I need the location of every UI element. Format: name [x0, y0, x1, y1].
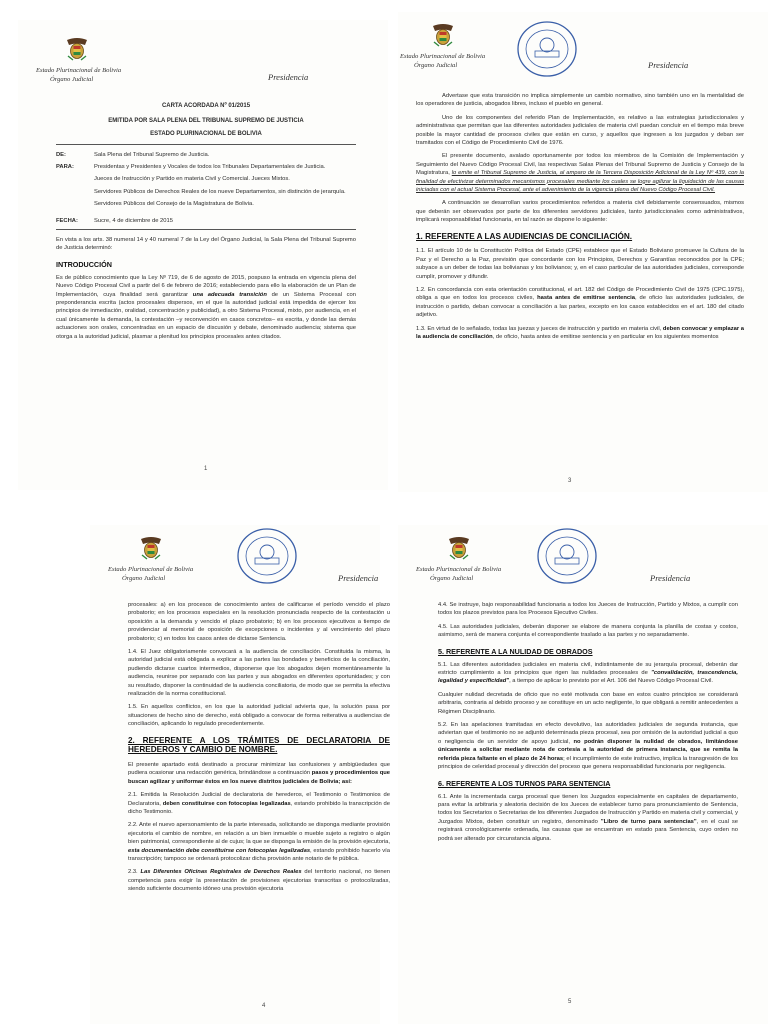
fecha-row — [56, 217, 356, 225]
text-run: El presente apartado está destinado a procurar minimizar las confusiones y ambigüedades que pudiera ocasionar una redacción genérica, brindándose a continuación — [128, 761, 390, 777]
clause-6-1 — [438, 793, 738, 843]
page-number: 4 — [262, 1003, 266, 1009]
fecha-value: Sucre, 4 de diciembre de 2015 — [94, 217, 173, 224]
text-run: , en el cual se registrará cronológicamente ordenada, las causas que se encuentran en estado para Sentencia, cuyo orden no podrá ser alterado por circunstancia alguna. — [438, 818, 739, 842]
org-line-2: Órgano Judicial — [122, 575, 166, 582]
paragraph: Uno de los componentes del referido Plan de Implementación, es relativo a las estrategias jurisdiccionales y administrativas que permitan que las diferentes autoridades judiciales de materia civil puedan concluir en el tiempo más breve posible la mayor cantidad de procesos civiles que están en curso, y aquellos que ingresen a los juzgados y deban ser tramitados con el Código de Procedimiento Civil de 1976. — [416, 114, 744, 147]
coat-of-arms-icon — [138, 535, 164, 561]
clause-1-2 — [416, 286, 744, 320]
text-run: Es de público conocimiento que la Ley Nº 719, de 6 de agosto de 2015, pospuso la entrada en vigencia plena del Nuevo Código Procesal Civil a partir del 6 de febrero de 2016; estableciendo para ello la elaboración de un Plan de Implementación, cuya finalidad será garantizar — [56, 274, 356, 298]
coat-of-arms-icon — [430, 22, 456, 48]
intro-paragraph: En vista a los arts. 38 numeral 14 y 40 numeral 7 de la Ley del Órgano Judicial, la Sala Plena del Tribunal Supremo de Justicia determinó: — [56, 236, 356, 252]
de-label: DE: — [56, 151, 66, 158]
section-heading-1: 1. REFERENTE A LAS AUDIENCIAS DE CONCILIACIÓN. — [416, 231, 633, 241]
org-line-2: Órgano Judicial — [430, 575, 474, 582]
document-title: CARTA ACORDADA Nº 01/2015 — [161, 103, 251, 109]
presidencia-label: Presidencia — [338, 573, 379, 583]
clause-5-2 — [438, 721, 738, 771]
text-run-bold: "convalidación, trascendencia, legalidad y especificidad" — [438, 670, 738, 685]
clause-2-3 — [128, 868, 390, 893]
document-subtitle-2: ESTADO PLURINACIONAL DE BOLIVIA — [150, 131, 262, 137]
text-run: 2.3. — [128, 869, 141, 876]
text-run: 1.2. En concordancia con esta orientación constitucional, el art. 182 del Código de Procedimiento Civil de 1975 (CPC.1975), obliga a que en todos los procesos civiles, — [416, 286, 744, 302]
paragraph — [128, 761, 390, 786]
clause-2-2 — [128, 821, 390, 863]
text-run: de un Sistema Procesal con preponderancia escrita (actos procesales dispersos, en el que la autoridad judicial está impedida de ejercer los principios de inmediación, oralidad, concentración y publicidad), a otro Sistema Procesal, mixto, por audiencia, en el cual únicamente la demanda, la contestación –y reconvención en casos concretos– es escrita, y donde las demás actuaciones son orales, concentradas en un espacio de discusión y debate, denominado audiencia; sistema que otorga a la autoridad judicial, plasmar a plenitud los principios procesales antes citados. — [56, 291, 357, 340]
clause-1-3 — [416, 325, 744, 342]
de-row — [56, 151, 356, 159]
text-run: 5.1. Las diferentes autoridades judiciales en materia civil, indistintamente de su jerarquía procesal, deberán dar estricto cumplimiento a los principios que rigen las nulidades procesales de — [438, 661, 738, 677]
clause-1-4: 1.4. El Juez obligatoriamente convocará a la audiencia de conciliación. Constituida la misma, la autoridad judicial está obligada a explicar a las partes las bondades y beneficios de la conciliación, pudiendo dictarse cuartos intermedios, disponerse que los abogados dejen momentáneamente la audiencia, reunirse por separado con las partes y sus abogados en diferentes oportunidades; y con su resultado, disponer la continuidad de la audiencia conciliatoria, de modo que se permita la efectiva realización de la norma constitucional. — [128, 649, 390, 698]
document-page-5 — [398, 525, 768, 1024]
de-value: Sala Plena del Tribunal Supremo de Justicia. — [94, 151, 210, 158]
page-4-body — [128, 601, 390, 899]
text-run: 2.1. Emitida la Resolución Judicial de declaratoria de herederos, el Testimonio o Testimonios de Declaratoria, — [128, 792, 390, 807]
clause-5-1 — [438, 661, 738, 686]
document-subtitle-1: EMITIDA POR SALA PLENA DEL TRIBUNAL SUPREMO DE JUSTICIA — [108, 117, 304, 124]
coat-of-arms-icon — [446, 535, 472, 561]
text-run-bold: pasos y procedimientos que buscan agilizar y uniformar éstos en los nueve distritos judiciales de Bolivia; así: — [128, 770, 391, 785]
org-line-1: Estado Plurinacional de Bolivia — [36, 67, 122, 74]
presidencia-label: Presidencia — [268, 72, 309, 82]
divider — [56, 144, 356, 145]
paragraph: A continuación se desarrollan varios procedimientos referidos a materia civil debidamente consensuados, mismos que deberán ser observados por parte de los diferentes servidores judiciales, tanto jurisdiccionales como administrativos, implicará responsabilidad funcionaria, en tal razón se dispone lo siguiente: — [416, 200, 744, 224]
divider — [56, 229, 356, 230]
text-run-bold: deben constituirse con fotocopias legalizadas — [162, 800, 291, 807]
text-run-emphasis: una adecuada transición — [192, 291, 267, 298]
text-run-underlined: lo emite el Tribunal Supremo de Justicia, al amparo de la Tercera Disposición Adicional de la Ley Nº 439, con la finalidad de efectivizar determinados mecanismos procesales mediante los cuales se logre agilizar la liquidación de las causas iniciadas con el actual Sistema Procesal, ante el advenimiento de la vigencia plena del Nuevo Código Procesal Civil. — [416, 170, 744, 194]
text-run: , a tiempo de aplicar lo previsto por el Art. 106 del Nuevo Código Procesal Civil. — [509, 678, 714, 685]
text-run-bold: "Libro de turno para sentencias" — [600, 818, 697, 825]
text-run: , de oficio las autoridades judiciales, de instrucción o partido, deban convocar a conciliación a las partes, excepto en los casos establecidos en el art. 180 del citado adjetivo. — [416, 295, 744, 319]
page-1-body — [56, 102, 356, 346]
text-run: 2.2. Ante el nuevo apersonamiento de la parte interesada, solicitando se disponga mediante provisión ejecutoria el cambio de nombre, en relación a un bien inmueble o mueble sujeto a registro o algún bien patrimonial, correspondiente al de cujus; la que se disponga la emisión de la provisión ejecutoria, — [128, 822, 390, 846]
text-run: ; el incumplimiento de este instructivo, implica la transgresión de los principios de celeridad procesal y dirección del proceso que genera responsabilidad funcionaria por negligencia. — [438, 755, 738, 771]
text-run: 5.2. En las apelaciones tramitadas en efecto devolutivo, las autoridades judiciales de segunda instancia, que adviertan que el testimonio no se adjuntó determinada pieza procesal, sea por omisión de la autoridad judicial a quo o negligencia de un servidor de apoyo judicial, — [438, 722, 738, 745]
presidencia-label: Presidencia — [648, 60, 689, 70]
text-run: , estando prohibido hacerlo vía transcripción; tampoco se ordenará protocolizar dicha provisión ante notario de fe pública. — [128, 847, 390, 862]
official-seal-stamp — [236, 527, 298, 585]
para-label: PARA: — [56, 163, 74, 170]
page-number: 5 — [568, 999, 572, 1005]
clause-1-5: 1.5. En aquellos conflictos, en los que la autoridad judicial advierta que, la solución pasa por situaciones de hecho sino de derecho, está obligado a convocar de forma reiterativa a audiencias de conciliación, aplicando lo regulado precedentemente. — [128, 704, 390, 728]
section-heading-6: 6. REFERENTE A LOS TURNOS PARA SENTENCIA — [438, 778, 611, 788]
text-run-bold: deben convocar y emplazar a la audiencia de conciliación — [416, 325, 745, 340]
para-recipient: Servidores Públicos del Consejo de la Magistratura de Bolivia. — [94, 201, 254, 208]
org-line-1: Estado Plurinacional de Bolivia — [108, 566, 194, 573]
presidencia-label: Presidencia — [650, 573, 691, 583]
coat-of-arms-icon — [64, 36, 90, 62]
para-recipient: Jueces de Instrucción y Partido en materia Civil y Comercial. Jueces Mixtos. — [94, 176, 290, 183]
fecha-label: FECHA: — [56, 217, 78, 224]
official-seal-stamp — [536, 527, 598, 585]
page-number: 3 — [568, 478, 572, 484]
document-page-4 — [90, 525, 391, 1024]
text-run: , estando prohibido la transcripción de dicho Testimonio. — [128, 800, 390, 815]
intro-text — [56, 274, 356, 341]
official-seal-stamp — [516, 20, 578, 78]
clause-4-5: 4.5. Las autoridades judiciales, deberán disponer se elabore de manera conjunta la planilla de costas y costos, asimismo, será de manera conjunta el correspondiente traslado a las partes y no separadamente. — [438, 623, 738, 639]
para-recipient: Presidentas y Presidentes y Vocales de todos los Tribunales Departamentales de Justicia. — [94, 163, 326, 170]
document-page-1 — [18, 20, 388, 490]
page-3-body — [416, 92, 744, 346]
organization-name — [108, 565, 193, 583]
text-run-bold: esta documentación debe constituirse con fotocopias legalizadas — [128, 847, 311, 854]
para-values — [94, 163, 346, 213]
text-run: El presente documento, avalado oportunamente por todos los miembros de la Comisión de Implementación y Seguimiento del Nuevo Código Procesal Civil, las respectivas Salas Plenas del Tribunal Supremo de Justicia y Consejo de la Magistratura, — [416, 153, 744, 177]
section-heading-2: 2. REFERENTE A LOS TRÁMITES DE DECLARATORIA DE HEREDEROS Y CAMBIO DE NOMBRE. — [128, 735, 390, 755]
document-page-3 — [398, 12, 768, 492]
organization-name — [400, 52, 485, 70]
paragraph — [416, 152, 744, 194]
clause-4-4: 4.4. Se instruye, bajo responsabilidad funcionaria a todos los Jueces de Instrucción, Partido y Mixtos, a cumplir con todos los plazos previstos para los Procesos Ejecutivo Civiles. — [438, 602, 738, 617]
page-number: 1 — [204, 466, 208, 472]
paragraph: procesales: a) en los procesos de conocimiento antes de calificarse el período vencido el plazo probatorio; en los procesos especiales en la resolución pronunciada respecto de la contestación u oposición a la demanda y vencido el plazo probatorio; b) en los procesos ejecutivos a tiempo de providenciar al memorial de oposición de excepciones o incidentes y al vencimiento del plazo probatorio; c) en todos los casos antes de dictarse Sentencia. — [128, 602, 390, 642]
text-run: del territorio nacional, no tienen competencia para exigir la presentación de provisiones ejecutorias transcritas o protocolizadas, siendo suficiente documento idóneo una provisión ejecutoria — [128, 869, 391, 893]
clause-2-1 — [128, 791, 390, 816]
text-run: 6.1. Ante la incrementada carga procesal que tienen los Juzgados especialmente en capitales de departamento, para evitar la arbitraria y aleatoria decisión de los Jueces de establecer turno para pronunciamiento de Sentencia, todos los Secretarios o Secretarias de los diferentes Juzgados de Instrucción y Partido en materia civil y comercial, y Juzgados Mixtos, deben constituir un registro, denominado — [438, 793, 738, 825]
text-run-bold: no podrán disponer la nulidad de obrados, limitándose únicamente a solicitar mediante nota de cortesía a la autoridad de primera instancia, que se remita la referida pieza faltante en el plazo de 24 horas — [438, 738, 738, 762]
paragraph: Cualquier nulidad decretada de oficio que no esté motivada con base en estos cuatro principios se considerará arbitraria, contraria al debido proceso y se constituye en un acto negligente, lo que obligará a remitir antecedentes a Régimen Disciplinario. — [438, 691, 738, 715]
organization-name — [36, 66, 121, 84]
org-line-2: Órgano Judicial — [414, 62, 458, 69]
org-line-1: Estado Plurinacional de Bolivia — [400, 53, 486, 60]
paragraph: Advertase que esta transición no implica simplemente un cambio normativo, sino también uno en la mentalidad de los operadores de justicia, abogados libres, incluso el pueblo en general. — [416, 93, 744, 108]
clause-1-1: 1.1. El artículo 10 de la Constitución Política del Estado (CPE) establece que el Estado Boliviano promueve la Cultura de la Paz y el Derecho a la Paz, previsión que concordante con los Principios, Derechos y Garantías reconocidos por la CPE; subyace a un deber de todas las bolivianas y los bolivianos; y, en el caso particular de las autoridades judiciales, corresponde cumplir, promover y difundir. — [416, 248, 744, 280]
page-5-body — [438, 601, 738, 848]
organization-name — [416, 565, 501, 583]
text-run-bold: Las Diferentes Oficinas Registrales de Derechos Reales — [140, 869, 302, 876]
org-line-2: Órgano Judicial — [50, 76, 94, 83]
section-heading-5: 5. REFERENTE A LA NULIDAD DE OBRADOS — [438, 646, 593, 656]
section-heading-introduccion: INTRODUCCIÓN — [56, 259, 112, 269]
para-row — [56, 163, 356, 213]
text-run: 1.3. En virtud de lo señalado, todas las juezas y jueces de instrucción y partido en materia civil, — [416, 325, 663, 332]
text-run: , de oficio, hasta antes de emitirse sentencia y en particular en los siguientes momentos — [492, 333, 719, 340]
text-run-bold: hasta antes de emitirse sentencia — [537, 295, 635, 302]
para-recipient: Servidores Públicos de Derechos Reales de los nueve Departamentos, sin distinción de jerarquía. — [94, 188, 346, 195]
org-line-1: Estado Plurinacional de Bolivia — [416, 566, 502, 573]
